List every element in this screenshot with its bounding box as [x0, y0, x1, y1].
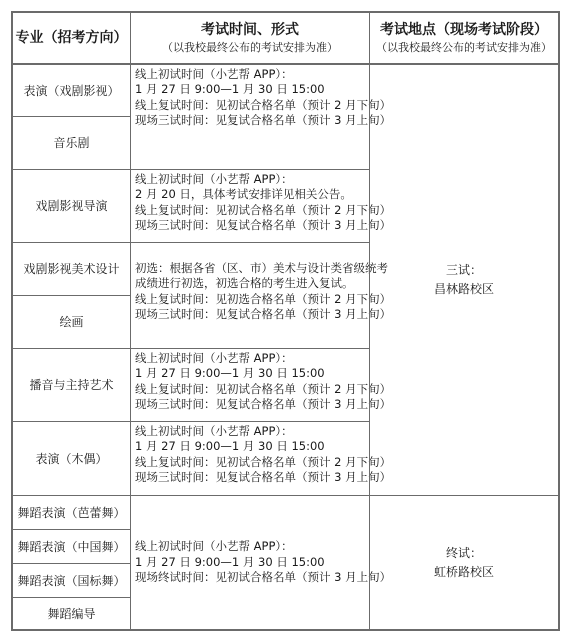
major-label: 舞蹈表演（芭蕾舞） — [17, 505, 126, 520]
major-cell — [11, 64, 131, 117]
major-label: 绘画 — [59, 315, 84, 329]
location-cell — [369, 64, 560, 496]
schedule-line: 线上复试时间：见初试合格名单（预计 2 月下旬） — [135, 202, 392, 217]
schedule-line: 现场三试时间：见复试合格名单（预计 3 月上旬） — [135, 307, 392, 322]
schedule-line: 线上初试时间（小艺帮 APP）： — [135, 539, 293, 554]
header-time-note: （以我校最终公布的考试安排为准） — [162, 41, 338, 54]
schedule-cell — [130, 242, 392, 349]
schedule-line: 现场三试时间：见复试合格名单（预计 3 月上旬） — [135, 397, 392, 412]
header-place — [369, 11, 560, 65]
major-label: 戏剧影视美术设计 — [23, 262, 120, 276]
header-place-note: （以我校最终公布的考试安排为准） — [376, 41, 552, 54]
major-label: 表演（木偶） — [35, 451, 108, 466]
schedule-line: 1 月 27 日 9:00—1 月 30 日 15:00 — [135, 366, 325, 381]
major-label: 表演（戏剧影视） — [23, 83, 120, 98]
major-label: 播音与主持艺术 — [29, 378, 114, 392]
major-cell — [11, 563, 131, 598]
location-cell — [369, 495, 560, 631]
major-cell — [11, 597, 131, 631]
schedule-cell — [130, 64, 392, 170]
major-cell — [11, 116, 131, 170]
schedule-line: 现场终试时间：见初试合格名单（预计 3 月上旬） — [135, 570, 392, 585]
schedule-line: 2 月 20 日，具体考试安排详见相关公告。 — [135, 187, 352, 202]
schedule-line: 现场三试时间：见复试合格名单（预计 3 月上旬） — [135, 113, 392, 128]
schedule-cell — [130, 348, 392, 422]
major-label: 舞蹈编导 — [47, 606, 96, 621]
location-campus: 虹桥路校区 — [433, 564, 494, 579]
major-cell — [11, 169, 131, 243]
header-major-title: 专业（招考方向） — [15, 29, 128, 46]
schedule-line: 现场三试时间：见复试合格名单（预计 3 月上旬） — [135, 470, 392, 485]
schedule-line: 初选：根据各省（区、市）美术与设计类省级统考 — [135, 261, 388, 275]
major-cell — [11, 421, 131, 496]
schedule-cell — [130, 421, 392, 496]
schedule-line: 成绩进行初选，初选合格的考生进入复试。 — [135, 276, 354, 291]
schedule-line: 1 月 27 日 9:00—1 月 30 日 15:00 — [135, 82, 325, 97]
schedule-line: 线上复试时间：见初试合格名单（预计 2 月下旬） — [135, 381, 392, 396]
location-stage: 终试： — [445, 545, 482, 560]
schedule-line: 线上初试时间（小艺帮 APP）： — [135, 424, 293, 438]
schedule-line: 1 月 27 日 9:00—1 月 30 日 15:00 — [135, 554, 325, 569]
header-major — [11, 11, 131, 65]
schedule-cell — [130, 495, 392, 631]
schedule-line: 线上复试时间：见初试合格名单（预计 2 月下旬） — [135, 97, 392, 112]
schedule-line: 1 月 27 日 9:00—1 月 30 日 15:00 — [135, 439, 325, 454]
header-time-title: 考试时间、形式 — [201, 22, 299, 38]
header-place-title: 考试地点（现场考试阶段） — [380, 22, 548, 38]
major-label: 音乐剧 — [53, 136, 90, 150]
major-label: 舞蹈表演（中国舞） — [17, 539, 126, 554]
schedule-line: 线上初试时间（小艺帮 APP）： — [135, 67, 293, 81]
schedule-cell — [130, 169, 392, 243]
schedule-line: 线上复试时间：见初选合格名单（预计 2 月下旬） — [135, 291, 392, 306]
schedule-line: 线上初试时间（小艺帮 APP）： — [135, 172, 293, 186]
header-time — [130, 11, 370, 65]
schedule-line: 线上复试时间：见初试合格名单（预计 2 月下旬） — [135, 454, 392, 469]
location-campus: 昌林路校区 — [433, 282, 494, 296]
major-label: 舞蹈表演（国标舞） — [17, 573, 126, 588]
major-cell — [11, 348, 131, 422]
location-stage: 三试： — [445, 263, 482, 277]
major-cell — [11, 295, 131, 349]
major-cell — [11, 242, 131, 296]
major-cell — [11, 529, 131, 564]
schedule-line: 线上初试时间（小艺帮 APP）： — [135, 351, 293, 365]
major-cell — [11, 495, 131, 530]
schedule-line: 现场三试时间：见复试合格名单（预计 3 月上旬） — [135, 218, 392, 233]
major-label: 戏剧影视导演 — [35, 199, 108, 213]
